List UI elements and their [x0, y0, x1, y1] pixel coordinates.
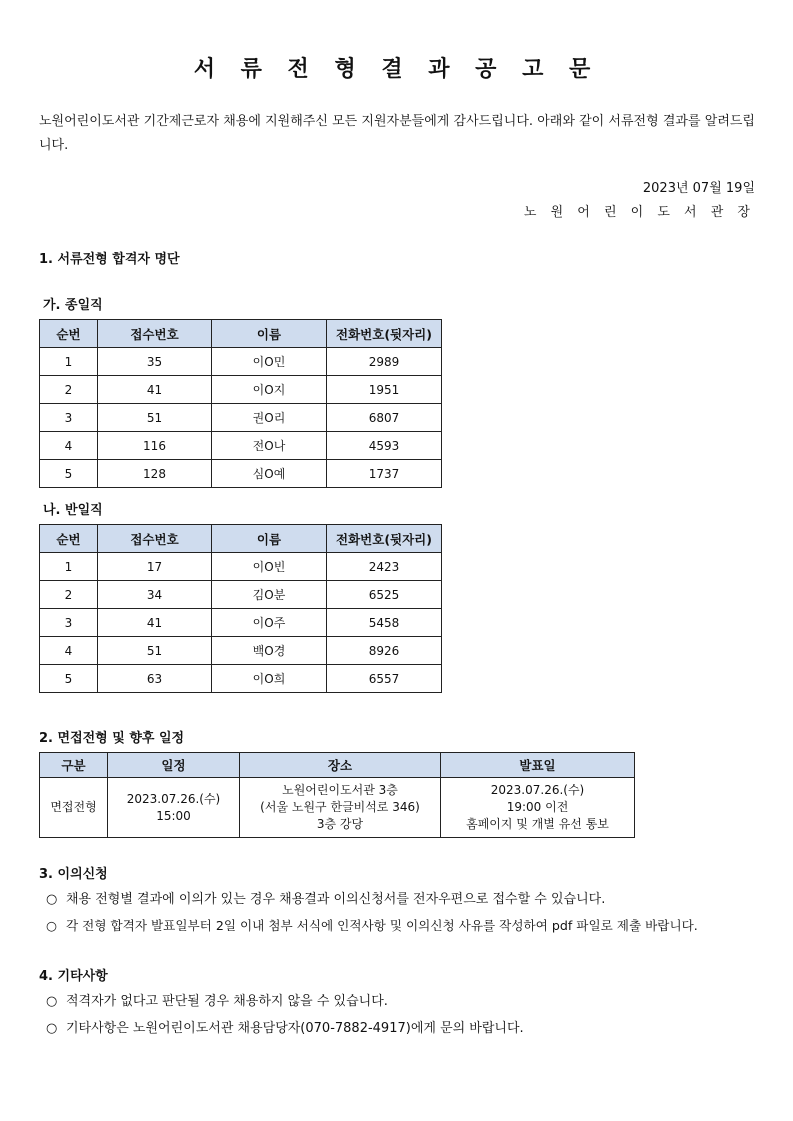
circle-bullet-icon: ○ — [46, 892, 58, 907]
cell: 116 — [98, 432, 212, 460]
intro-paragraph: 노원어린이도서관 기간제근로자 채용에 지원해주신 모든 지원자분들에게 감사드립니다. 아래와 같이 서류전형 결과를 알려드립니다. — [39, 114, 755, 153]
section3-heading: 3. 이의신청 — [39, 867, 108, 882]
list-item-text: 각 전형 합격자 발표일부터 2일 이내 첨부 서식에 인적사항 및 이의신청 사유를 작성하여 pdf 파일로 제출 바랍니다. — [66, 918, 698, 933]
fulltime-label: 가. 종일직 — [43, 298, 103, 313]
place-line: (서울 노원구 한글비석로 346) — [260, 800, 420, 814]
col-header: 접수번호 — [98, 525, 212, 553]
list-item — [46, 990, 388, 1009]
circle-bullet-icon: ○ — [46, 994, 58, 1009]
col-header: 장소 — [240, 753, 441, 778]
cell: 2 — [40, 581, 98, 609]
cell: 심O예 — [212, 460, 327, 488]
table-row — [40, 637, 442, 665]
announce-line: 홈페이지 및 개별 유선 통보 — [466, 817, 609, 831]
page-title: 서 류 전 형 결 과 공 고 문 — [193, 57, 600, 82]
cell: 41 — [98, 609, 212, 637]
cell: 17 — [98, 553, 212, 581]
table-row — [40, 609, 442, 637]
cell: 6557 — [327, 665, 442, 693]
cell: 41 — [98, 376, 212, 404]
cell: 1 — [40, 553, 98, 581]
list-item — [46, 1017, 524, 1036]
notice-date: 2023년 07월 19일 — [642, 181, 755, 196]
section1-heading: 1. 서류전형 합격자 명단 — [39, 252, 180, 267]
cell: 이O지 — [212, 376, 327, 404]
issuer: 노 원 어 린 이 도 서 관 장 — [523, 205, 755, 220]
cell: 이O희 — [212, 665, 327, 693]
cell: 1 — [40, 348, 98, 376]
table-row — [40, 778, 635, 838]
cell-place — [240, 778, 441, 838]
cell: 35 — [98, 348, 212, 376]
cell: 51 — [98, 637, 212, 665]
schedule-time: 15:00 — [156, 808, 191, 823]
cell: 5458 — [327, 609, 442, 637]
parttime-table — [39, 524, 442, 693]
cell: 이O주 — [212, 609, 327, 637]
list-item — [46, 888, 605, 907]
place-line: 3층 강당 — [316, 817, 364, 831]
cell: 6807 — [327, 404, 442, 432]
cell: 1737 — [327, 460, 442, 488]
list-item-text: 적격자가 없다고 판단될 경우 채용하지 않을 수 있습니다. — [66, 994, 388, 1009]
table-header-row — [40, 753, 635, 778]
cell: 2989 — [327, 348, 442, 376]
fulltime-table — [39, 319, 442, 488]
table-row — [40, 581, 442, 609]
col-header: 전화번호(뒷자리) — [327, 320, 442, 348]
cell: 백O경 — [212, 637, 327, 665]
table-header-row — [40, 320, 442, 348]
cell-type: 면접전형 — [40, 778, 108, 838]
table-header-row — [40, 525, 442, 553]
cell: 이O민 — [212, 348, 327, 376]
circle-bullet-icon: ○ — [46, 1021, 58, 1036]
cell: 5 — [40, 665, 98, 693]
cell: 4593 — [327, 432, 442, 460]
table-row — [40, 348, 442, 376]
col-header: 전화번호(뒷자리) — [327, 525, 442, 553]
list-item-text: 채용 전형별 결과에 이의가 있는 경우 채용결과 이의신청서를 전자우편으로 접수할 수 있습니다. — [66, 892, 606, 907]
cell: 4 — [40, 637, 98, 665]
announce-line: 19:00 이전 — [506, 800, 569, 814]
table-row — [40, 432, 442, 460]
cell: 권O리 — [212, 404, 327, 432]
interview-schedule-table — [39, 752, 635, 838]
cell: 이O빈 — [212, 553, 327, 581]
cell-announce — [441, 778, 635, 838]
cell: 51 — [98, 404, 212, 432]
section2-heading: 2. 면접전형 및 향후 일정 — [39, 731, 185, 746]
table-row — [40, 376, 442, 404]
cell: 63 — [98, 665, 212, 693]
cell: 전O나 — [212, 432, 327, 460]
col-header: 이름 — [212, 525, 327, 553]
table-row — [40, 553, 442, 581]
table-row — [40, 460, 442, 488]
announce-line: 2023.07.26.(수) — [490, 783, 585, 797]
cell-schedule — [108, 778, 240, 838]
cell: 3 — [40, 609, 98, 637]
parttime-label: 나. 반일직 — [43, 503, 103, 518]
list-item-text: 기타사항은 노원어린이도서관 채용담당자(070-7882-4917)에게 문의 바랍니다. — [66, 1021, 524, 1036]
cell: 3 — [40, 404, 98, 432]
cell: 2423 — [327, 553, 442, 581]
col-header: 일정 — [108, 753, 240, 778]
cell: 128 — [98, 460, 212, 488]
col-header: 구분 — [40, 753, 108, 778]
cell: 5 — [40, 460, 98, 488]
circle-bullet-icon: ○ — [46, 918, 57, 933]
cell: 1951 — [327, 376, 442, 404]
schedule-date: 2023.07.26.(수) — [126, 791, 221, 806]
list-item — [46, 915, 698, 934]
cell: 8926 — [327, 637, 442, 665]
col-header: 이름 — [212, 320, 327, 348]
cell: 김O분 — [212, 581, 327, 609]
cell: 2 — [40, 376, 98, 404]
cell: 4 — [40, 432, 98, 460]
section4-heading: 4. 기타사항 — [39, 969, 108, 984]
col-header: 접수번호 — [98, 320, 212, 348]
col-header: 순번 — [40, 525, 98, 553]
table-row — [40, 404, 442, 432]
table-row — [40, 665, 442, 693]
col-header: 순번 — [40, 320, 98, 348]
col-header: 발표일 — [441, 753, 635, 778]
cell: 34 — [98, 581, 212, 609]
place-line: 노원어린이도서관 3층 — [282, 783, 398, 797]
cell: 6525 — [327, 581, 442, 609]
